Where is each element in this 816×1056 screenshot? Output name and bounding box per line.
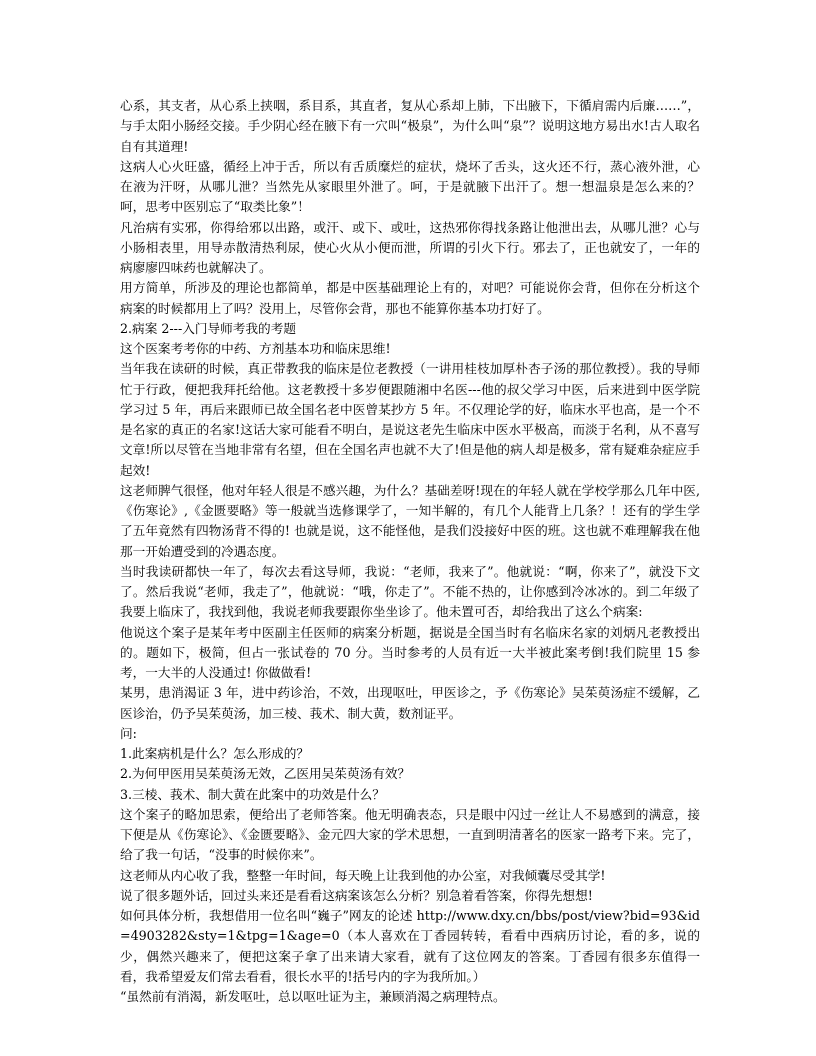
paragraph-quote-start: “虽然前有消渴，新发呕吐，总以呕吐证为主，兼顾消渴之病理特点。 <box>120 989 506 1004</box>
paragraph-think-first: 说了很多题外话，回过头来还是看看这病案该怎么分析？别急着看答案，你得先想想! <box>120 887 593 903</box>
document-page <box>120 96 700 1007</box>
paragraph-exam-origin: 他说这个案子是某年考中医副主任医师的病案分析题，据说是全国当时有名临床名家的刘炳凡老教授出的。题如下，极简，但占一张试卷的 70 分。当时参考的人员有近一大半被此案考倒!我们院里 15 参考，一大半的人没通过! 你做做看! <box>120 624 700 680</box>
paragraph-netizen-analysis: 如何具体分析，我想借用一位名叫“巍子”网友的论述 http://www.dxy.cn/bbs/post/view?bid=93&id=4903282&sty=1&tpg=1&age=0（本人喜欢在丁香园转转，看看中西病历讨论，看的多，说的少，偶然兴趣来了，便把这案子拿了出来请大家看，就有了这位网友的答案。丁香园有很多东值得一看，我希望爱友们常去看看，很长水平的!括号内的字为我所加。） <box>120 908 700 984</box>
paragraph-case-description: 某男，患消渴证 3 年，进中药诊治，不效，出现呕吐，甲医诊之，予《伤寒论》吴茱萸汤症不缓解，乙医诊治，仍予吴茱萸汤，加三棱、莪术、制大黄，数剂证平。 <box>120 685 700 721</box>
paragraph-teacher-temper: 这老师脾气很怪，他对年轻人很是不感兴趣，为什么？基础差呀!现在的年轻人就在学校学那么几年中医,《伤寒论》,《金匮要略》等一般就当选修课学了，一知半解的，有几个人能背上几条？！还有的学生学了五年竟然有四物汤背不得的! 也就是说，这不能怪他，是我们没接好中医的班。这也就不难理解我在他那一开始遭受到的冷遇态度。 <box>120 482 700 559</box>
paragraph-treatment-principle: 凡治病有实邪，你得给邪以出路，或汗、或下、或吐，这热邪你得找条路让他泄出去，从哪儿泄？心与小肠相表里，用导赤散清热利尿，使心火从小便而泄，所谓的引火下行。邪去了，正也就安了，一年的病廖廖四味药也就解决了。 <box>120 219 700 275</box>
paragraph-simple-prescription: 用方简单，所涉及的理论也都简单，都是中医基础理论上有的，对吧？可能说你会背，但你在分析这个病案的时候都用上了吗？没用上，尽管你会背，那也不能算你基本功打好了。 <box>120 280 700 316</box>
questions-label: 问: <box>120 725 137 741</box>
paragraph-heart-meridian: 心系，其支者，从心系上挟咽，系目系，其直者，复从心系却上肺，下出腋下，下循肩需内后廉……”，与手太阳小肠经交接。手少阴心经在腋下有一穴叫“极泉”，为什么叫“泉”？说明这地方易出水!古人取名自有其道理! <box>120 98 700 154</box>
paragraph-accepted: 这老师从内心收了我，整整一年时间，每天晚上让我到他的办公室，对我倾囊尽受其学! <box>120 867 606 883</box>
section-heading-case-2: 2.病案 2---入门导师考我的考题 <box>120 320 296 336</box>
paragraph-old-professor: 当年我在读研的时候，真正带教我的临床是位老教授（一讲用桂枝加厚朴杏子汤的那位教授）。我的导师忙于行政，便把我拜托给他。这老教授十多岁便跟随湘中名医---他的叔父学习中医，后来进到中医学院学习过 5 年，再后来跟师已故全国名老中医曾某抄方 5 年。不仅理论学的好，临床水平也高，是一个不是名家的真正的名家!这话大家可能看不明白，是说这老先生临床中医水平极高，而淡于名利，从不喜写文章!所以尽管在当地非常有名望，但在全国名声也就不大了!但是他的病人却是极多，常有疑难杂症应手起效! <box>120 361 700 478</box>
question-2: 2.为何甲医用吴茱萸汤无效，乙医用吴茱萸汤有效？ <box>120 766 411 782</box>
paragraph-first-year: 当时我读研都快一年了，每次去看这导师，我说：“老师，我来了”。他就说：“啊，你来了”，就没下文了。然后我说“老师，我走了”，他就说：“哦，你走了”。不能不热的，让你感到冷冰冰的。到二年级了我要上临床了，我找到他，我说老师我要跟你坐坐诊了。他未置可否，却给我出了这么个病案: <box>120 563 700 620</box>
question-3: 3.三棱、莪术、制大黄在此案中的功效是什么？ <box>120 786 385 802</box>
paragraph-heart-fire: 这病人心火旺盛，循经上冲于舌，所以有舌质糜烂的症状，烧坏了舌头，这火还不行，蒸心液外泄，心在液为汗呀，从哪儿泄？当然先从家眼里外泄了。呵，于是就腋下出汗了。想一想温泉是怎么来的？呵，思考中医别忘了“取类比象”！ <box>120 158 700 215</box>
paragraph-case-intro: 这个医案考考你的中药、方剂基本功和临床思维! <box>120 341 391 356</box>
question-1: 1.此案病机是什么？怎么形成的？ <box>120 746 310 761</box>
paragraph-answer-given: 这个案子的略加思索，便给出了老师答案。他无明确表态，只是眼中闪过一丝让人不易感到的满意，接下便是从《伤寒论》、《金匮要略》、金元四大家的学术思想，一直到明清著名的医家一路考下来。完了，给了我一句话，“没事的时候你来”。 <box>120 806 700 863</box>
